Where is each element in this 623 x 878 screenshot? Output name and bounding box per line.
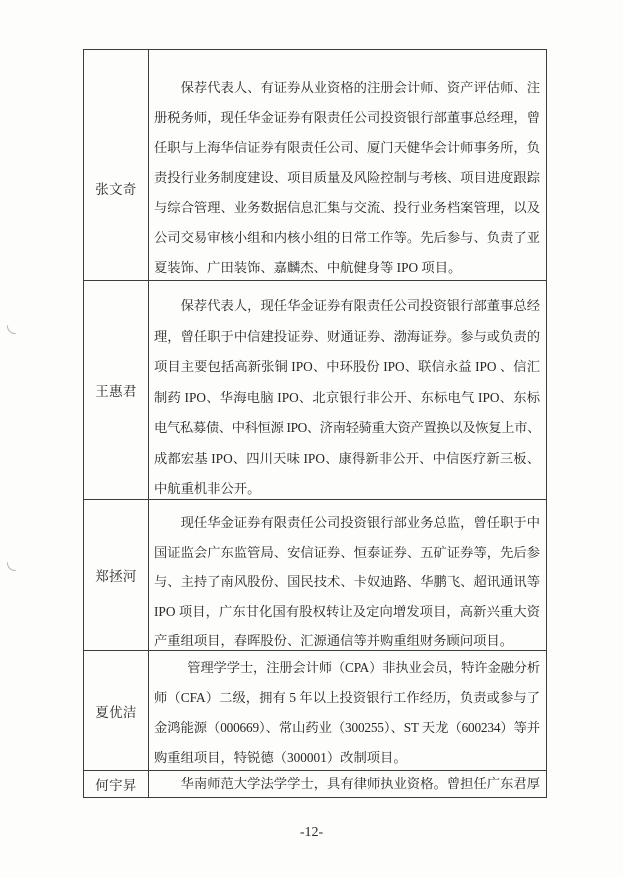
binding-hole-mark [7,325,16,334]
description-line: 公司交易审核小组和内核小组的日常工作等。先后参与、负责了亚 [154,230,540,245]
person-name: 何宇昇 [84,771,149,797]
description-line: 制药 IPO、华海电脑 IPO、北京银行非公开、东标电气 IPO、东标 [154,389,540,405]
description-line: 理，曾任职于中信建投证券、财通证券、渤海证券。参与或负责的 [154,328,540,344]
personnel-table [83,49,547,798]
description-cell [149,500,546,650]
table-row [84,651,546,771]
description-line: 保荐代表人，现任华金证券有限责任公司投资银行部董事总经 [180,298,540,313]
person-name: 郑拯河 [84,500,149,650]
description-line: 师（CFA）二级，拥有 5 年以上投资银行工作经历，负责或参与了 [154,690,540,705]
description-line: 管理学学士，注册会计师（CPA）非执业会员，特许金融分析 [187,660,540,675]
description-line: 金鸿能源（000669）、常山药业（300255）、ST 天龙（600234）等并 [154,720,540,735]
description-line: 华南师范大学法学学士，具有律师执业资格。曾担任广东君厚 [180,776,540,791]
description-line: 成都宏基 IPO、四川天味 IPO、康得新非公开、中信医疗新三板、 [154,450,540,466]
description-line: 册税务师，现任华金证券有限责任公司投资银行部董事总经理，曾 [154,110,540,125]
person-name: 王惠君 [84,281,149,499]
description-line: 现任华金证券有限责任公司投资银行部业务总监，曾任职于中 [180,515,540,530]
description-line: 购重组项目，特锐德（300001）改制项目。 [154,750,407,765]
description-line: 中航重机非公开。 [154,481,261,496]
description-line: 项目主要包括高新张铜 IPO、中环股份 IPO、联信永益 IPO 、信汇 [154,359,540,374]
description-line: 夏装饰、广田装饰、嘉麟杰、中航健身等 IPO 项目。 [154,260,462,275]
binding-hole-mark [7,562,16,571]
table-row [84,771,546,798]
description-cell [149,50,546,280]
description-line: 国证监会广东监管局、安信证券、恒泰证券、五矿证券等，先后参 [154,544,540,560]
table-row [84,500,546,651]
table-row [84,281,546,500]
description-line: 与、主持了南风股份、国民技术、卡奴迪路、华鹏飞、超讯通讯等 [154,574,540,589]
description-line: 责投行业务制度建设、项目质量及风险控制与考核、项目进度跟踪 [154,170,540,185]
table-row [84,50,546,281]
description-line: 任职与上海华信证券有限责任公司、厦门天健华会计师事务所，负 [154,140,540,155]
description-line: IPO 项目，广东甘化国有股权转让及定向增发项目，高新兴重大资 [154,603,540,619]
person-name: 张文奇 [84,50,149,280]
person-name: 夏优洁 [84,651,149,770]
description-line: 电气私募债、中科恒源 IPO、济南轻骑重大资产置换以及恢复上市、 [154,420,540,435]
description-cell [149,281,546,499]
description-cell [149,651,546,770]
description-cell [149,771,546,797]
page-number: -12- [299,825,324,840]
description-line: 保荐代表人、有证券从业资格的注册会计师、资产评估师、注 [180,80,540,95]
description-line: 与综合管理、业务数据信息汇集与交流、投行业务档案管理，以及 [154,200,540,215]
description-line: 产重组项目，春晖股份、汇源通信等并购重组财务顾问项目。 [154,633,514,648]
